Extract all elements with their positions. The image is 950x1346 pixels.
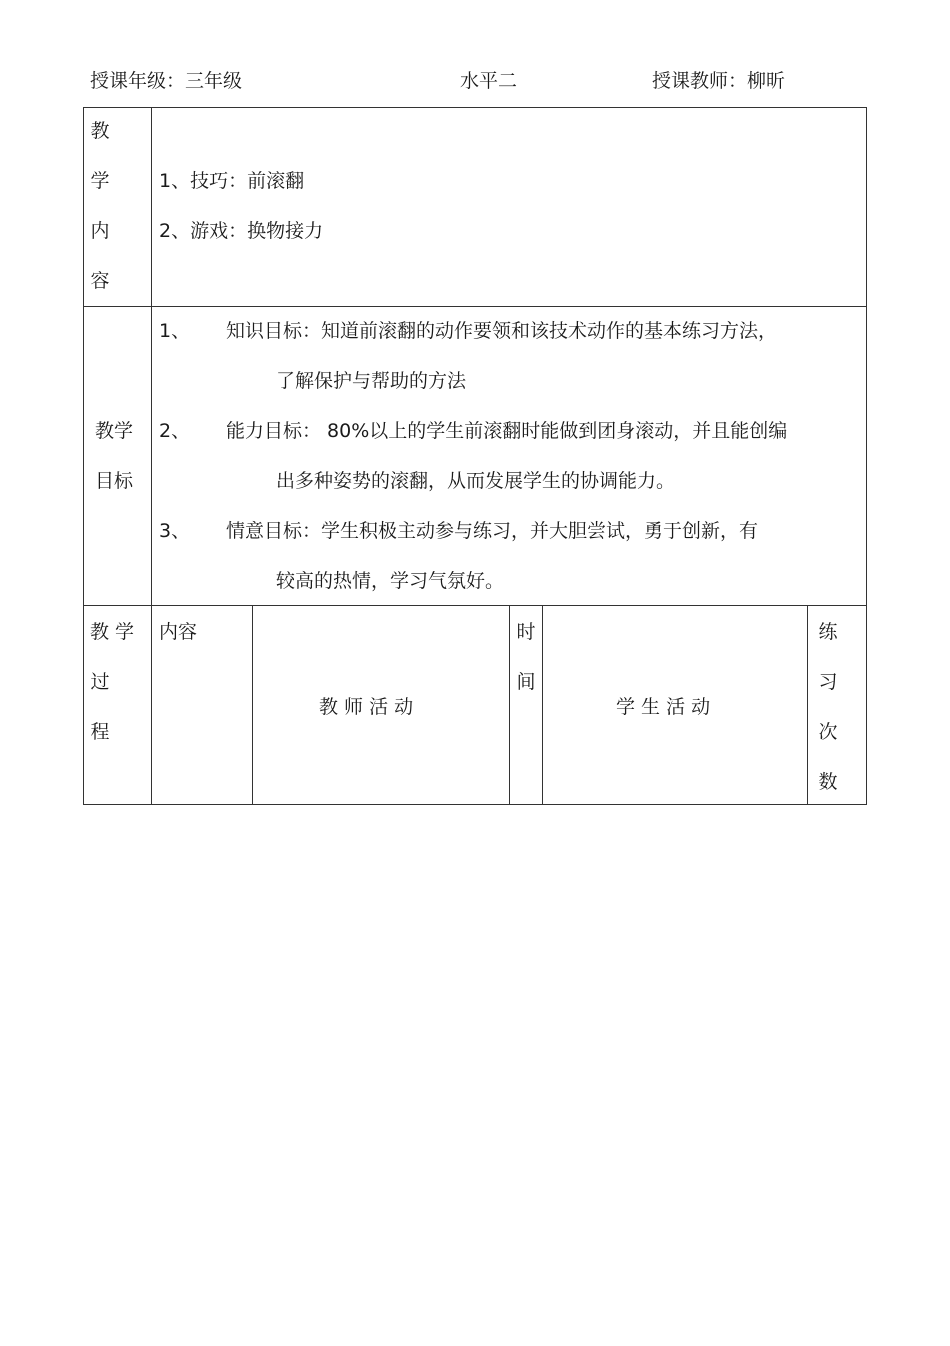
process-divider-4: [807, 605, 808, 805]
column-header-time-char: 间: [516, 671, 536, 693]
process-divider-3: [542, 605, 543, 805]
goal-number: 2、: [159, 420, 191, 442]
teacher-label: 授课教师：柳昕: [652, 70, 786, 92]
content-label-char: 教: [90, 120, 110, 142]
label-column-divider: [151, 107, 152, 805]
goal-text: 能力目标： 80%以上的学生前滚翻时能做到团身滚动，并且能创编: [226, 420, 788, 442]
column-header-content: 内容: [159, 621, 198, 643]
column-header-student-activity: 学 生 活 动: [616, 696, 711, 718]
goal-text: 情意目标：学生积极主动参与练习，并大胆尝试，勇于创新，有: [226, 520, 759, 542]
content-label-char: 内: [90, 220, 110, 242]
goal-text: 知识目标：知道前滚翻的动作要领和该技术动作的基本练习方法，: [226, 320, 778, 342]
process-label-char: 过: [90, 671, 110, 693]
process-divider-1: [252, 605, 253, 805]
content-item: 2、游戏：换物接力: [159, 220, 324, 242]
goal-number: 3、: [159, 520, 191, 542]
goal-text-continued: 出多种姿势的滚翻，从而发展学生的协调能力。: [276, 470, 676, 492]
column-header-count-char: 练: [818, 621, 838, 643]
column-header-time-char: 时: [516, 621, 536, 643]
table-divider-2: [83, 605, 867, 606]
table-border-bottom: [83, 804, 867, 805]
goals-label-line: 教学: [95, 420, 134, 442]
column-header-teacher-activity: 教 师 活 动: [319, 696, 414, 718]
goals-label-line: 目标: [95, 470, 134, 492]
table-border-right: [866, 107, 867, 805]
column-header-count-char: 习: [818, 671, 838, 693]
table-border-left: [83, 107, 84, 805]
content-item: 1、技巧：前滚翻: [159, 170, 305, 192]
table-border-top: [83, 107, 867, 108]
process-divider-2: [509, 605, 510, 805]
column-header-count-char: 次: [818, 721, 838, 743]
process-label-char: 程: [90, 721, 110, 743]
level-label: 水平二: [460, 70, 518, 92]
goal-text-continued: 较高的热情，学习气氛好。: [276, 570, 505, 592]
column-header-count-char: 数: [818, 771, 838, 793]
content-label-char: 学: [90, 170, 110, 192]
goal-number: 1、: [159, 320, 191, 342]
table-divider-1: [83, 306, 867, 307]
content-label-char: 容: [90, 270, 110, 292]
process-label-line: 教 学: [90, 621, 135, 643]
goal-text-continued: 了解保护与帮助的方法: [276, 370, 467, 392]
grade-label: 授课年级：三年级: [90, 70, 243, 92]
